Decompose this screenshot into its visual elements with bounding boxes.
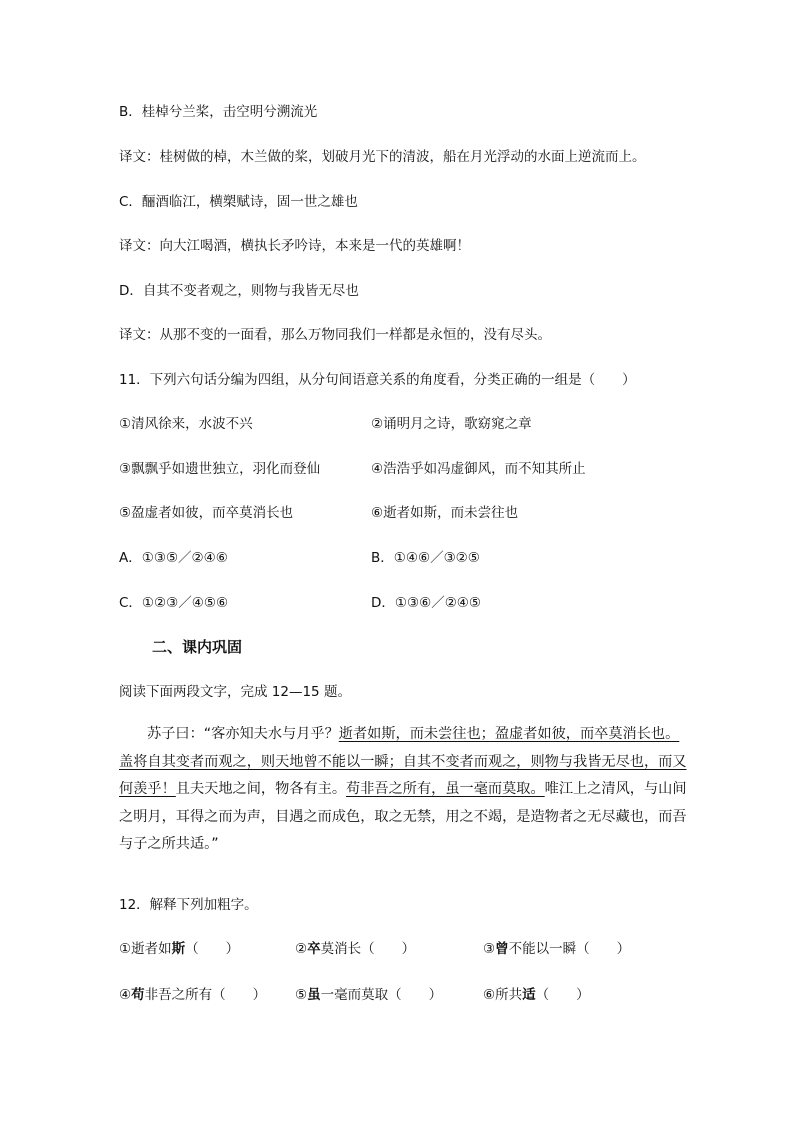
q12-item-5 — [295, 985, 442, 1005]
q12-item-3 — [483, 939, 630, 959]
passage-text-1: 苏子曰：“客亦知夫水与月乎？ — [147, 726, 339, 742]
sentence-3: ③飘飘乎如遗世独立，羽化而登仙 — [119, 461, 321, 477]
option-d-translation: 译文：从那不变的一面看，那么万物同我们一样都是永恒的，没有尽头。 — [119, 327, 551, 343]
q12-item-1 — [119, 939, 239, 959]
option-b-translation: 译文：桂树做的棹，木兰做的桨，划破月光下的清波，船在月光浮动的水面上逆流而上。 — [119, 149, 646, 165]
q12-item-4-pre: ④ — [119, 987, 132, 1003]
sentence-2: ②诵明月之诗，歌窈窕之章 — [371, 416, 532, 432]
q12-item-6-pre: ⑥所共 — [483, 987, 523, 1003]
q12-item-3-post: 不能以一瞬（ ） — [508, 941, 631, 957]
option-b: B．桂棹兮兰桨，击空明兮溯流光 — [119, 104, 318, 120]
q12-item-3-pre: ③ — [483, 941, 496, 957]
reading-instruction: 阅读下面两段文字，完成 12—15 题。 — [119, 684, 351, 700]
q12-item-2-bold: 卒 — [307, 941, 321, 957]
q12-item-6-bold: 适 — [522, 987, 536, 1003]
passage-text-2: 且夫天地之间，物各有主。 — [175, 781, 347, 797]
passage-underlined-1: 逝者如斯，而未尝往也；盈虚者如彼，而卒莫消长也。盖将自其变者而观之，则天地曾不能以一瞬；自其不变者而观之，则物与我皆无尽也，而又何羡乎！ — [119, 726, 687, 797]
q12-item-5-pre: ⑤ — [295, 987, 308, 1003]
q12-item-4 — [119, 985, 266, 1005]
q12-item-6-post: （ ） — [535, 987, 590, 1003]
question-12-stem: 12．解释下列加粗字。 — [119, 897, 258, 913]
q12-item-4-post: 非吾之所有（ ） — [144, 987, 267, 1003]
q12-item-2-post: 莫消长（ ） — [320, 941, 416, 957]
sentence-5: ⑤盈虚者如彼，而卒莫消长也 — [119, 505, 294, 521]
sentence-6: ⑥逝者如斯，而未尝往也 — [371, 505, 519, 521]
option-c-translation: 译文：向大江喝酒，横执长矛吟诗，本来是一代的英雄啊！ — [119, 238, 470, 254]
q12-item-6 — [483, 985, 590, 1005]
q12-item-2-pre: ② — [295, 941, 308, 957]
answer-option-c: C．①②③／④⑤⑥ — [119, 595, 229, 611]
q12-item-2 — [295, 939, 415, 959]
answer-option-a: A．①③⑤／②④⑥ — [119, 550, 228, 566]
section-2-heading: 二、课内巩固 — [152, 638, 243, 656]
q12-item-1-bold: 斯 — [171, 941, 186, 957]
passage-paragraph — [119, 721, 689, 859]
answer-option-b: B．①④⑥／③②⑤ — [371, 550, 480, 566]
answer-option-d: D．①③⑥／②④⑤ — [371, 595, 482, 611]
q12-item-4-bold: 苟 — [131, 987, 145, 1003]
sentence-4: ④浩浩乎如冯虚御风，而不知其所止 — [371, 461, 586, 477]
q12-item-3-bold: 曾 — [495, 941, 509, 957]
q12-item-5-post: 一毫而莫取（ ） — [320, 987, 443, 1003]
option-c: C．酾酒临江，横槊赋诗，固一世之雄也 — [119, 194, 358, 210]
passage-underlined-2: 苟非吾之所有，虽一毫而莫取。 — [346, 781, 545, 797]
passage-text-3: 唯江上之清风，与山间之明月，耳得之而为声，目遇之而成色，取之无禁，用之不竭，是造物者之无尽藏也，而吾与子之所共适。” — [119, 781, 687, 852]
q12-item-1-pre: ①逝者如 — [119, 941, 172, 957]
question-11-stem: 11．下列六句话分编为四组，从分句间语意关系的角度看，分类正确的一组是（ ） — [119, 372, 636, 388]
option-d: D．自其不变者观之，则物与我皆无尽也 — [119, 283, 359, 299]
q12-item-5-bold: 虽 — [307, 987, 321, 1003]
sentence-1: ①清风徐来，水波不兴 — [119, 416, 253, 432]
q12-item-1-post: （ ） — [185, 941, 240, 957]
